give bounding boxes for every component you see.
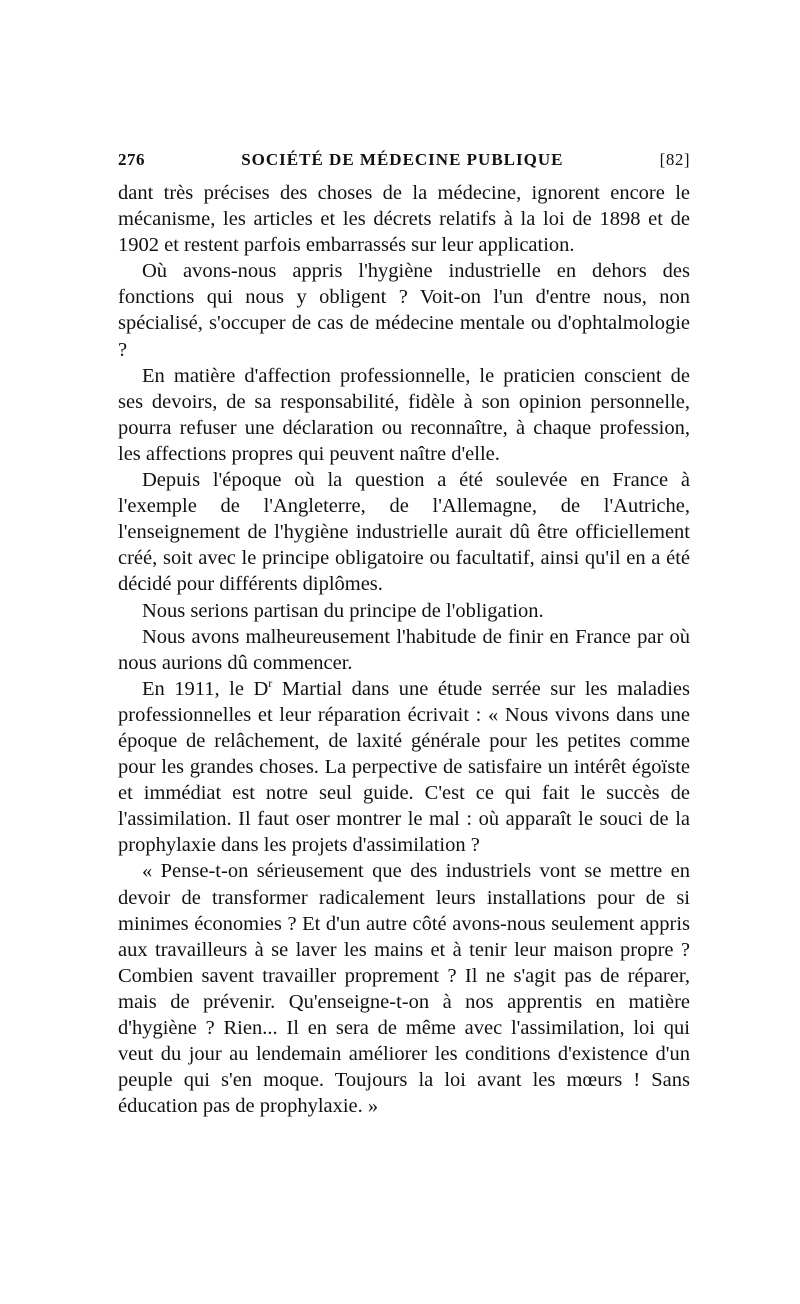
superscript: r xyxy=(268,675,273,690)
running-title: SOCIÉTÉ DE MÉDECINE PUBLIQUE xyxy=(241,150,564,169)
paragraph-closing-quote: « Pense-t-on sérieusement que des industriels vont se mettre en devoir de transformer radicalement leurs installations pour de si minimes économies ? Et d'un autre côté avons-nous seulement appris aux travailleurs à se laver les mains et à tenir leur maison propre ? Combien savent travailler proprement ? Il ne s'agit pas de réparer, mais de prévenir. Qu'enseigne-t-on à nos apprentis en matière d'hygiène ? Rien... Il en sera de même avec l'assimilation, loi qui veut du jour au lendemain améliorer les conditions d'existence d'un peuple qui s'en moque. Toujours la loi avant les mœurs ! Sans éducation pas de prophylaxie. » xyxy=(118,860,690,1118)
text-run: Martial dans une étude serrée sur les maladies professionnelles et leur réparation écrivait : « Nous vivons dans une époque de relâchement, de laxité générale pour les petites comme pour les grandes choses. La perpective de satisfaire un intérêt égoïste et immédiat est notre seul guide. C'est ce qui fait le succès de l'assimilation. Il faut oser montrer le mal : où apparaît le souci de la prophylaxie dans les projets d'assimilation ? xyxy=(118,677,690,857)
bracket-folio: [82] xyxy=(659,150,690,169)
paragraph: En matière d'affection professionnelle, le praticien conscient de ses devoirs, de sa responsabilité, fidèle à son opinion personnelle, pourra refuser une déclaration ou reconnaître, à chaque profession, les affections propres qui peuvent naître d'elle. xyxy=(118,364,690,465)
paragraph: Où avons-nous appris l'hygiène industrielle en dehors des fonctions qui nous y obligent ? Voit-on l'un d'entre nous, non spécialisé, s'occuper de cas de médecine mentale ou d'ophtalmologie ? xyxy=(118,260,690,361)
body-text xyxy=(118,180,690,1119)
book-page xyxy=(118,150,690,1119)
paragraph: Nous serions partisan du principe de l'obligation. xyxy=(142,599,544,622)
paragraph: Nous avons malheureusement l'habitude de finir en France par où nous aurions dû commencer. xyxy=(118,625,690,674)
paragraph-martial-quote xyxy=(118,676,690,859)
paragraph-continued: dant très précises des choses de la médecine, ignorent encore le mécanisme, les articles et les décrets relatifs à la loi de 1898 et de 1902 et restent parfois embarrassés sur leur application. xyxy=(118,182,690,257)
running-head xyxy=(118,150,690,180)
paragraph: Depuis l'époque où la question a été soulevée en France à l'exemple de l'Angleterre, de l'Allemagne, de l'Autriche, l'enseignement de l'hygiène industrielle aurait dû être officiellement créé, soit avec le principe obligatoire ou facultatif, ainsi qu'il en a été décidé pour différents diplômes. xyxy=(118,469,690,596)
text-run: En 1911, le D xyxy=(142,677,269,700)
page-number: 276 xyxy=(118,150,145,169)
